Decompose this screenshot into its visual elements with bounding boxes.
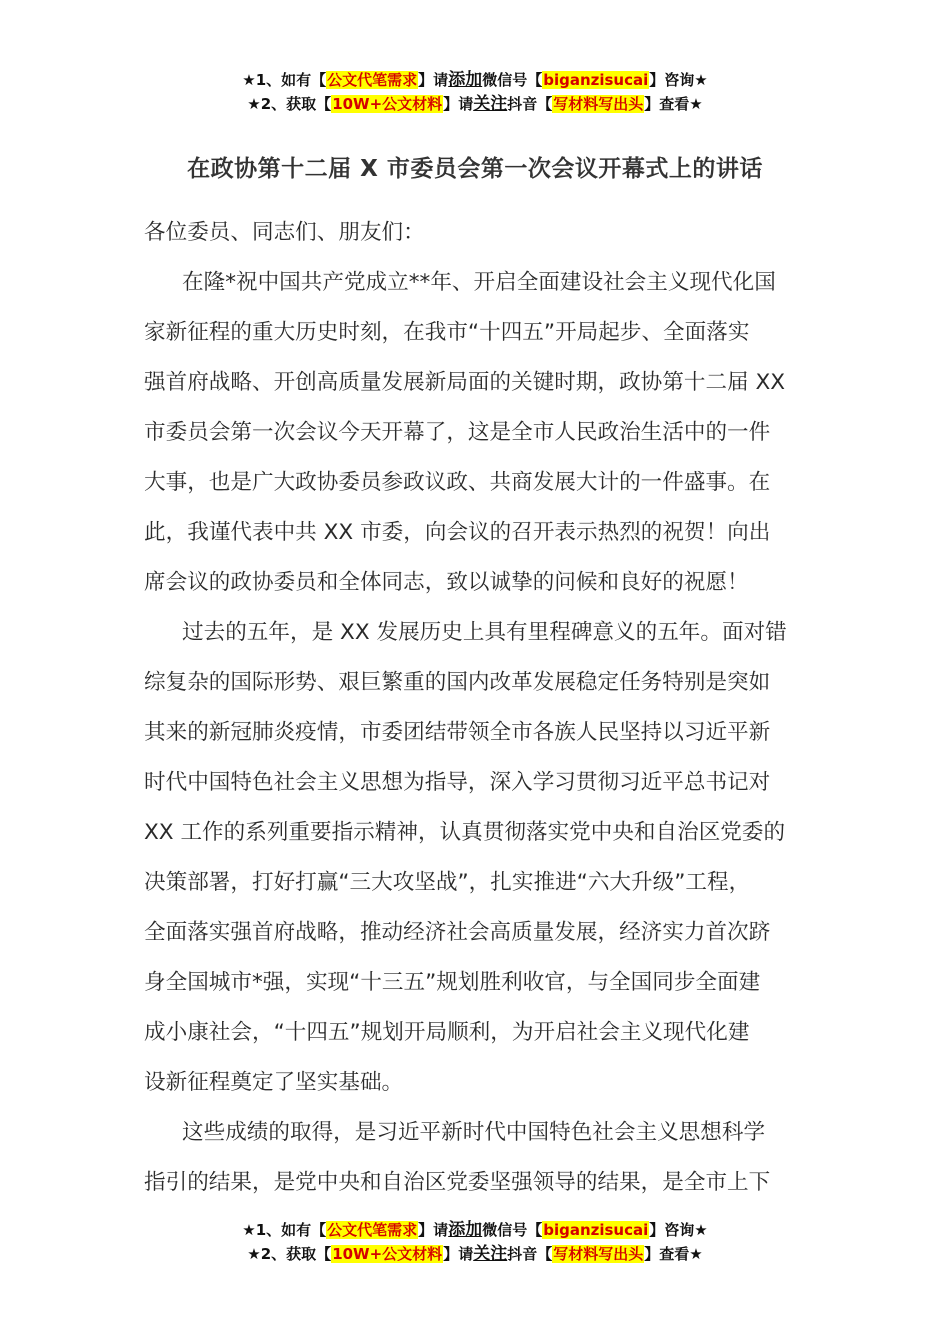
text-line: XX 工作的系列重要指示精神，认真贯彻落实党中央和自治区党委的 xyxy=(144,820,786,845)
highlight-douyin-account: 写材料写出头 xyxy=(553,95,644,113)
text-line: 家新征程的重大历史时刻，在我市“十四五”开局起步、全面落实 xyxy=(144,320,750,345)
highlight-service: 公文代笔需求 xyxy=(327,71,418,89)
paragraph xyxy=(144,1108,816,1208)
text-line: 综复杂的国际形势、艰巨繁重的国内改革发展稳定任务特别是突如 xyxy=(144,670,771,695)
text-line: 决策部署，打好打赢“三大攻坚战”，扎实推进“六大升级”工程， xyxy=(144,870,751,895)
text-line: 设新征程奠定了坚实基础。 xyxy=(144,1070,404,1095)
document-body xyxy=(144,208,816,1208)
text-line: 此，我谨代表中共 XX 市委，向会议的召开表示热烈的祝贺！向出 xyxy=(144,520,771,545)
highlight-wechat-id: biganzisucai xyxy=(543,1221,649,1239)
text-line: 全面落实强首府战略，推动经济社会高质量发展，经济实力首次跻 xyxy=(144,920,771,945)
highlight-wechat-id: biganzisucai xyxy=(543,71,649,89)
promo-line-2: ★2、获取【10W+公文材料】请关注抖音【写材料写出头】查看★ xyxy=(247,1244,703,1264)
paragraph xyxy=(144,258,816,608)
promo-line-2: ★2、获取【10W+公文材料】请关注抖音【写材料写出头】查看★ xyxy=(247,94,703,114)
text-line: 市委员会第一次会议今天开幕了，这是全市人民政治生活中的一件 xyxy=(144,420,771,445)
highlight-service: 公文代笔需求 xyxy=(327,1221,418,1239)
promo-banner-bottom xyxy=(0,1218,950,1266)
paragraph xyxy=(144,608,816,1108)
promo-line-1: ★1、如有【公文代笔需求】请添加微信号【biganzisucai】咨询★ xyxy=(242,1220,708,1240)
text-line: 这些成绩的取得，是习近平新时代中国特色社会主义思想科学 xyxy=(182,1120,766,1145)
salutation: 各位委员、同志们、朋友们： xyxy=(144,220,425,245)
text-line: 强首府战略、开创高质量发展新局面的关键时期，政协第十二届 XX xyxy=(144,370,786,395)
text-line: 大事，也是广大政协委员参政议政、共商发展大计的一件盛事。在 xyxy=(144,470,771,495)
text-line: 过去的五年，是 XX 发展历史上具有里程碑意义的五年。面对错 xyxy=(182,620,787,645)
text-line: 身全国城市*强，实现“十三五”规划胜利收官，与全国同步全面建 xyxy=(144,970,761,995)
document-title: 在政协第十二届 X 市委员会第一次会议开幕式上的讲话 xyxy=(187,156,763,182)
text-line: 席会议的政协委员和全体同志，致以诚挚的问候和良好的祝愿！ xyxy=(144,570,749,595)
highlight-materials: 10W+公文材料 xyxy=(332,95,443,113)
highlight-douyin-account: 写材料写出头 xyxy=(553,1245,644,1263)
text-line: 其来的新冠肺炎疫情，市委团结带领全市各族人民坚持以习近平新 xyxy=(144,720,771,745)
text-line: 时代中国特色社会主义思想为指导，深入学习贯彻习近平总书记对 xyxy=(144,770,771,795)
text-line: 在隆*祝中国共产党成立**年、开启全面建设社会主义现代化国 xyxy=(182,270,776,295)
promo-line-1: ★1、如有【公文代笔需求】请添加微信号【biganzisucai】咨询★ xyxy=(242,70,708,90)
text-line: 成小康社会，“十四五”规划开局顺利，为开启社会主义现代化建 xyxy=(144,1020,750,1045)
promo-banner-top xyxy=(0,68,950,116)
text-line: 指引的结果，是党中央和自治区党委坚强领导的结果，是全市上下 xyxy=(144,1170,771,1195)
highlight-materials: 10W+公文材料 xyxy=(332,1245,443,1263)
